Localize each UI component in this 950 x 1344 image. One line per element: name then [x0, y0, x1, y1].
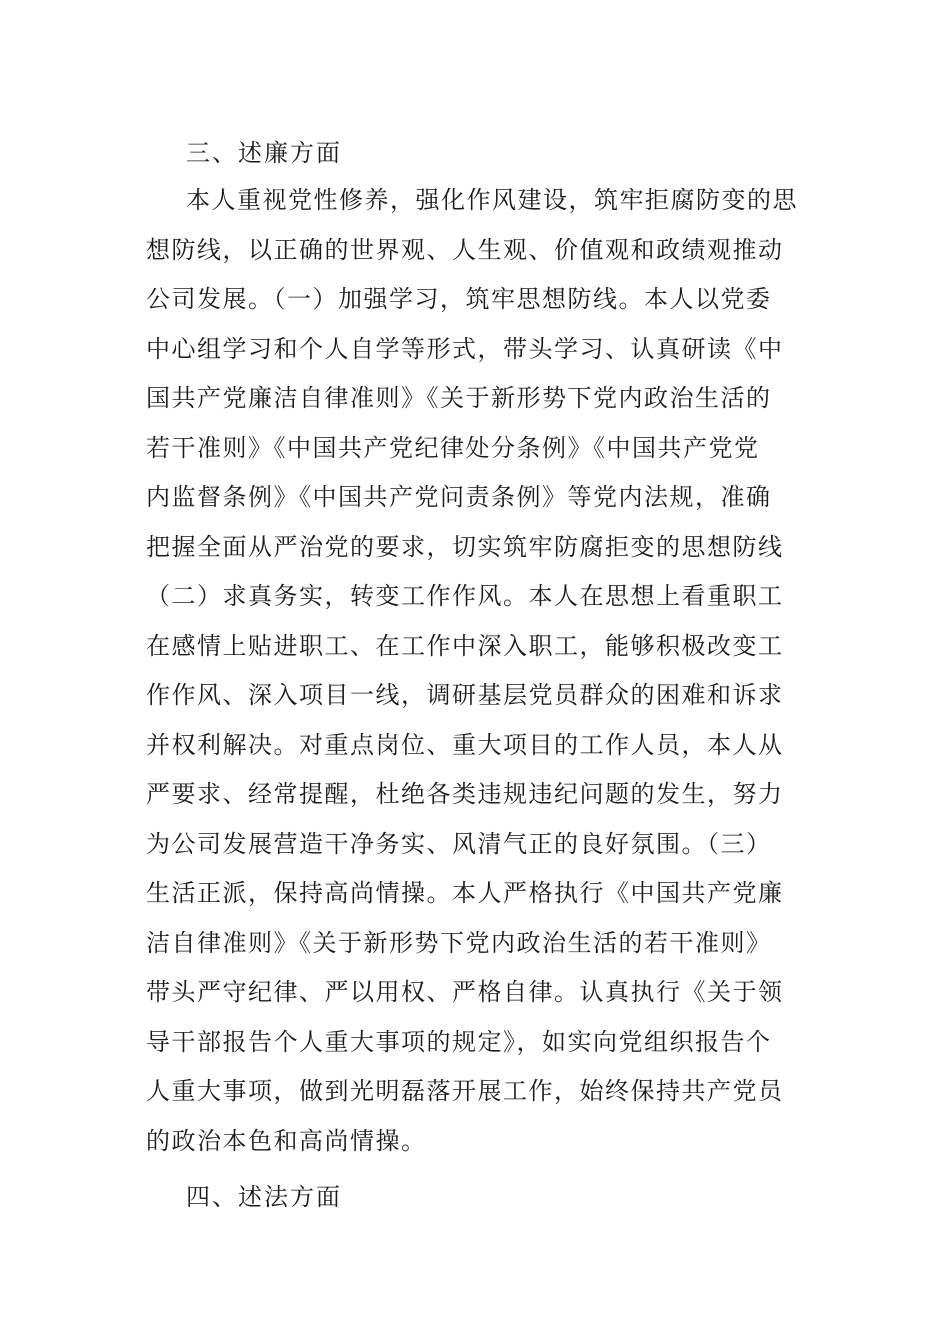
paragraph-line: 并权利解决。对重点岗位、重大项目的工作人员，本人从: [146, 730, 784, 759]
paragraph-line: 若干准则》《中国共产党纪律处分条例》《中国共产党党: [146, 433, 760, 462]
paragraph-line: 严要求、经常提醒，杜绝各类违规违纪问题的发生，努力: [146, 780, 784, 808]
section-heading-3: 三、述廉方面: [186, 139, 342, 167]
section-heading-4: 四、述法方面: [186, 1183, 342, 1211]
paragraph-line: 中心组学习和个人自学等形式，带头学习、认真研读《中: [146, 334, 784, 363]
paragraph-line: 本人重视党性修养，强化作风建设，筑牢拒腐防变的思: [186, 186, 798, 214]
paragraph-line: 生活正派，保持高尚情操。本人严格执行《中国共产党廉: [146, 879, 784, 907]
paragraph-line: 带头严守纪律、严以用权、严格自律。认真执行《关于领: [146, 978, 784, 1006]
paragraph-line: 把握全面从严治党的要求，切实筑牢防腐拒变的思想防线: [146, 532, 784, 561]
paragraph-line: 内监督条例》《中国共产党问责条例》等党内法规，准确: [146, 483, 772, 511]
paragraph-line: （二）求真务实，转变工作作风。本人在思想上看重职工: [146, 582, 784, 610]
paragraph-line: 为公司发展营造干净务实、风清气正的良好氛围。（三）: [146, 829, 772, 858]
paragraph-line: 公司发展。（一）加强学习，筑牢思想防线。本人以党委: [146, 285, 772, 313]
section-3-paragraph: [146, 182, 806, 1172]
paragraph-line: 在感情上贴进职工、在工作中深入职工，能够积极改变工: [146, 631, 784, 660]
paragraph-line: 人重大事项，做到光明磊落开展工作，始终保持共产党员: [146, 1077, 784, 1105]
paragraph-line: 导干部报告个人重大事项的规定》，如实向党组织报告个: [146, 1027, 772, 1056]
paragraph-line: 想防线，以正确的世界观、人生观、价值观和政绩观推动: [146, 235, 784, 264]
paragraph-line: 洁自律准则》《关于新形势下党内政治生活的若干准则》: [146, 928, 772, 957]
paragraph-line: 国共产党廉洁自律准则》《关于新形势下党内政治生活的: [146, 384, 772, 412]
paragraph-line: 的政治本色和高尚情操。: [146, 1126, 427, 1155]
paragraph-line: 作作风、深入项目一线，调研基层党员群众的困难和诉求: [146, 681, 784, 709]
